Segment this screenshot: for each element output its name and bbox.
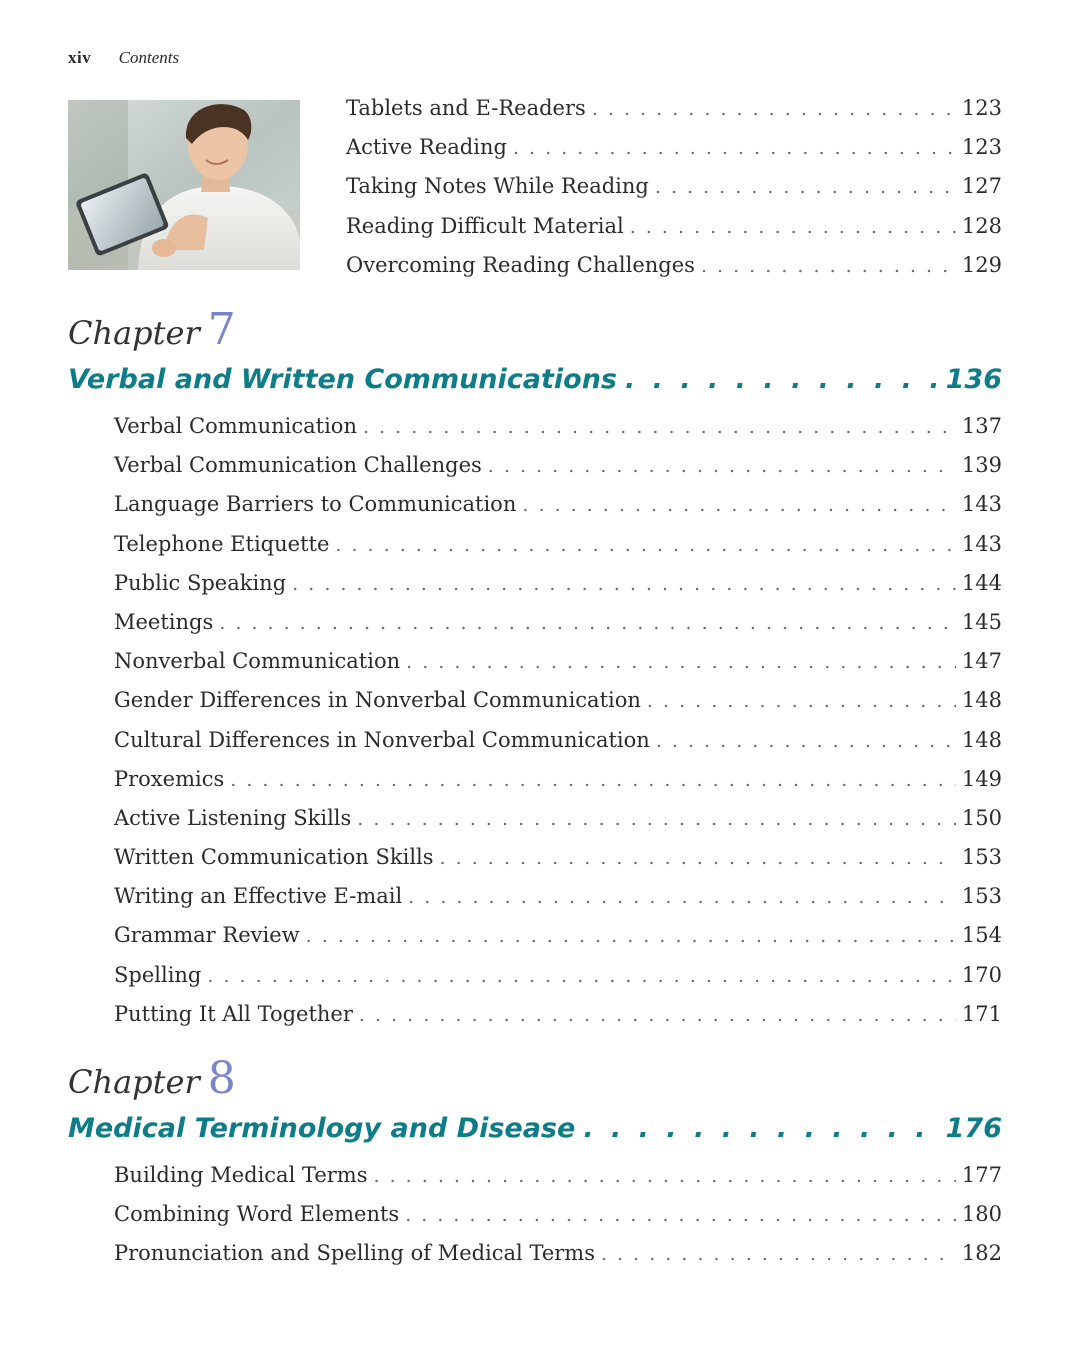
toc-entry-page: 171 (961, 1001, 1002, 1026)
dot-leader (488, 454, 956, 478)
toc-entry[interactable] (114, 532, 1002, 571)
chapter-7-title[interactable] (68, 364, 1002, 395)
toc-entry-title: Active Reading (346, 135, 507, 160)
dot-leader (374, 1164, 956, 1188)
toc-entry-page: 154 (961, 923, 1002, 948)
dot-leader (230, 768, 956, 792)
dot-leader (306, 924, 956, 948)
toc-entry-page: 129 (961, 252, 1002, 277)
toc-list-chapter-8 (114, 1163, 1002, 1281)
dot-leader (625, 364, 942, 395)
dot-leader (440, 846, 956, 870)
chapter-8-label (68, 1053, 236, 1104)
page-number: xiv (68, 48, 92, 67)
toc-entry[interactable] (114, 845, 1002, 884)
dot-leader (207, 964, 956, 988)
toc-entry[interactable] (114, 1202, 1002, 1241)
chapter-word: Chapter (68, 1063, 200, 1101)
toc-entry-title: Spelling (114, 962, 202, 987)
dot-leader (359, 1003, 956, 1027)
chapter-title-page: 176 (945, 1113, 1002, 1144)
toc-entry-title: Gender Differences in Nonverbal Communication (114, 688, 641, 713)
toc-entry[interactable] (114, 688, 1002, 727)
dot-leader (601, 1242, 956, 1266)
toc-entry-title: Telephone Etiquette (114, 531, 330, 556)
dot-leader (522, 493, 956, 517)
toc-entry-title: Grammar Review (114, 923, 300, 948)
dot-leader (406, 650, 956, 674)
toc-entry[interactable] (114, 649, 1002, 688)
chapter-title-page: 136 (945, 364, 1002, 395)
toc-entry[interactable] (114, 414, 1002, 453)
toc-entry-page: 148 (961, 727, 1002, 752)
chapter-number: 7 (207, 304, 236, 355)
toc-entry-page: 143 (961, 531, 1002, 556)
toc-entry-title: Verbal Communication (114, 414, 357, 438)
toc-entry-page: 148 (961, 688, 1002, 713)
chapter-title-text: Verbal and Written Communications (68, 364, 618, 395)
toc-entry-title: Taking Notes While Reading (346, 174, 649, 199)
dot-leader (363, 415, 956, 439)
toc-entry-page: 127 (961, 174, 1002, 199)
toc-list-chapter-6-continued (346, 96, 1002, 292)
toc-entry-title: Overcoming Reading Challenges (346, 252, 695, 277)
toc-entry-page: 182 (961, 1241, 1002, 1266)
dot-leader (647, 689, 956, 713)
toc-entry-title: Tablets and E-Readers (346, 96, 586, 120)
dot-leader (656, 729, 956, 753)
toc-entry[interactable] (346, 214, 1002, 253)
toc-entry-page: 123 (961, 96, 1002, 120)
running-header (68, 48, 179, 68)
toc-entry-title: Active Listening Skills (114, 805, 352, 830)
toc-entry[interactable] (346, 96, 1002, 135)
dot-leader (357, 807, 956, 831)
toc-entry-title: Verbal Communication Challenges (114, 453, 482, 478)
dot-leader (630, 215, 956, 239)
toc-entry-title: Pronunciation and Spelling of Medical Terms (114, 1241, 595, 1266)
toc-entry[interactable] (346, 135, 1002, 174)
toc-entry-page: 144 (961, 570, 1002, 595)
toc-entry[interactable] (114, 1002, 1002, 1041)
chapter-8-title[interactable] (68, 1113, 1002, 1144)
toc-entry[interactable] (346, 174, 1002, 213)
dot-leader (592, 97, 956, 121)
toc-entry-title: Meetings (114, 609, 214, 634)
toc-entry-page: 147 (961, 649, 1002, 674)
toc-entry-title: Language Barriers to Communication (114, 492, 517, 517)
toc-entry[interactable] (114, 923, 1002, 962)
toc-entry-title: Reading Difficult Material (346, 213, 624, 238)
toc-entry[interactable] (114, 1241, 1002, 1280)
toc-entry-page: 139 (961, 453, 1002, 478)
chapter-word: Chapter (68, 314, 200, 352)
toc-entry[interactable] (114, 884, 1002, 923)
toc-entry[interactable] (114, 492, 1002, 531)
section-name: Contents (118, 48, 180, 67)
toc-entry-page: 150 (961, 805, 1002, 830)
dot-leader (583, 1113, 941, 1144)
toc-entry[interactable] (114, 610, 1002, 649)
chapter-7-label (68, 304, 236, 355)
toc-list-chapter-7 (114, 414, 1002, 1041)
toc-entry-page: 143 (961, 492, 1002, 517)
dot-leader (655, 175, 956, 199)
toc-entry-page: 123 (961, 135, 1002, 160)
toc-entry-page: 145 (961, 609, 1002, 634)
toc-entry-title: Nonverbal Communication (114, 649, 401, 674)
toc-entry[interactable] (114, 767, 1002, 806)
dot-leader (335, 533, 956, 557)
dot-leader (513, 136, 956, 160)
photo-person-with-tablet (68, 100, 300, 270)
toc-entry[interactable] (346, 253, 1002, 292)
toc-entry-title: Building Medical Terms (114, 1163, 368, 1187)
toc-entry-page: 170 (961, 962, 1002, 987)
toc-entry-page: 153 (961, 884, 1002, 909)
toc-entry-title: Writing an Effective E-mail (114, 884, 403, 909)
toc-entry[interactable] (114, 571, 1002, 610)
dot-leader (292, 572, 956, 596)
dot-leader (701, 254, 956, 278)
toc-entry-title: Proxemics (114, 766, 225, 791)
chapter-number: 8 (207, 1053, 236, 1104)
toc-entry[interactable] (114, 1163, 1002, 1202)
chapter-title-text: Medical Terminology and Disease (68, 1113, 576, 1144)
toc-entry-title: Cultural Differences in Nonverbal Communication (114, 727, 650, 752)
toc-entry-title: Written Communication Skills (114, 845, 434, 870)
dot-leader (405, 1203, 956, 1227)
toc-entry[interactable] (114, 728, 1002, 767)
toc-entry-page: 128 (961, 213, 1002, 238)
toc-entry-title: Combining Word Elements (114, 1202, 400, 1227)
toc-entry[interactable] (114, 806, 1002, 845)
toc-entry[interactable] (114, 963, 1002, 1002)
toc-entry-page: 180 (961, 1202, 1002, 1227)
dot-leader (219, 611, 956, 635)
toc-entry-page: 153 (961, 845, 1002, 870)
toc-entry-title: Public Speaking (114, 570, 287, 595)
dot-leader (408, 885, 956, 909)
toc-entry-title: Putting It All Together (114, 1001, 353, 1026)
toc-entry-page: 177 (961, 1163, 1002, 1187)
toc-entry[interactable] (114, 453, 1002, 492)
toc-entry-page: 137 (961, 414, 1002, 438)
toc-entry-page: 149 (961, 766, 1002, 791)
